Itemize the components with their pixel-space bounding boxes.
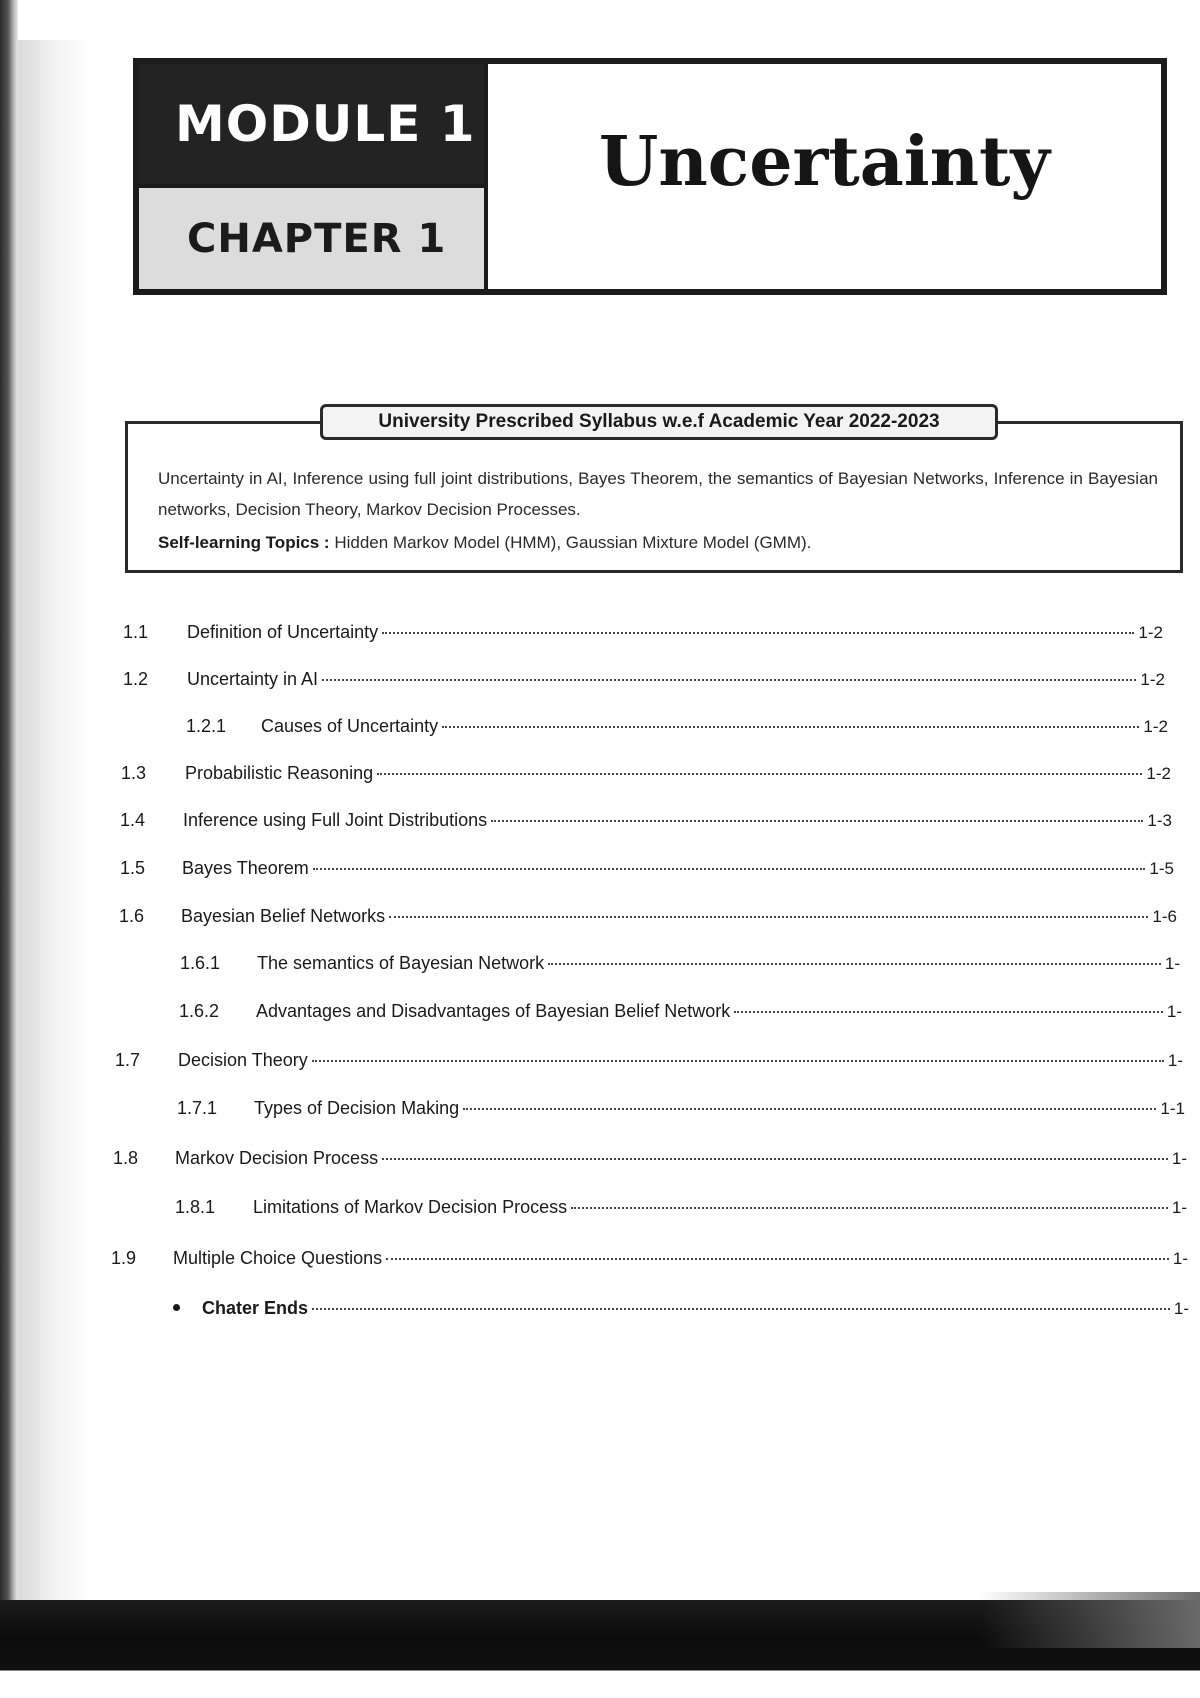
toc-entry[interactable] bbox=[186, 716, 1168, 744]
toc-leader-dots bbox=[734, 1011, 1163, 1013]
toc-title: Uncertainty in AI bbox=[187, 669, 319, 689]
toc-number: 1.9 bbox=[111, 1248, 137, 1268]
toc-page: 1-2 bbox=[1140, 670, 1165, 689]
toc-title: Bayesian Belief Networks bbox=[181, 906, 386, 926]
toc-leader-dots bbox=[571, 1207, 1168, 1209]
toc-number: 1.2.1 bbox=[186, 716, 227, 736]
toc-entry[interactable] bbox=[123, 669, 1165, 697]
toc-page: 1- bbox=[1172, 1249, 1188, 1268]
toc-number: 1.6.1 bbox=[180, 953, 221, 973]
bullet-icon bbox=[173, 1304, 180, 1311]
toc-entry[interactable] bbox=[119, 906, 1177, 934]
toc-number: 1.8 bbox=[113, 1148, 139, 1168]
toc-page: 1- bbox=[1166, 1002, 1182, 1021]
toc-page: 1- bbox=[1167, 1051, 1183, 1070]
toc-entry[interactable] bbox=[179, 1001, 1182, 1029]
toc-leader-dots bbox=[377, 773, 1142, 775]
toc-leader-dots bbox=[463, 1108, 1156, 1110]
syllabus-heading: University Prescribed Syllabus w.e.f Academic Year 2022-2023 bbox=[320, 404, 998, 440]
toc-number: 1.7 bbox=[115, 1050, 141, 1070]
toc-entry[interactable] bbox=[180, 953, 1180, 981]
toc-title: Types of Decision Making bbox=[254, 1098, 460, 1118]
toc-entry[interactable] bbox=[120, 858, 1174, 886]
scan-corner-shadow bbox=[980, 1592, 1200, 1648]
toc-page: 1-2 bbox=[1138, 623, 1163, 642]
toc-entry[interactable] bbox=[115, 1050, 1183, 1078]
toc-leader-dots bbox=[312, 1060, 1164, 1062]
toc-entry[interactable] bbox=[111, 1248, 1188, 1276]
toc-entry[interactable] bbox=[113, 1148, 1187, 1176]
toc-page: 1-3 bbox=[1147, 811, 1172, 830]
toc-leader-dots bbox=[442, 726, 1139, 728]
toc-number: 1.3 bbox=[121, 763, 147, 783]
toc-number: 1.6 bbox=[119, 906, 145, 926]
toc-leader-dots bbox=[312, 1308, 1170, 1310]
toc-number: 1.6.2 bbox=[179, 1001, 220, 1021]
toc-page: 1-5 bbox=[1149, 859, 1174, 878]
toc-page: 1-6 bbox=[1152, 907, 1177, 926]
toc-leader-dots bbox=[548, 963, 1161, 965]
toc-title: Inference using Full Joint Distributions bbox=[183, 810, 488, 830]
toc-title: Definition of Uncertainty bbox=[187, 622, 379, 642]
toc-title: The semantics of Bayesian Network bbox=[257, 953, 545, 973]
toc-page: 1- bbox=[1171, 1149, 1187, 1168]
toc-entry[interactable] bbox=[175, 1197, 1187, 1225]
toc-number: 1.4 bbox=[120, 810, 146, 830]
page-gutter-shadow bbox=[18, 40, 88, 1600]
chapter-header-box bbox=[133, 58, 1167, 295]
toc-title: Multiple Choice Questions bbox=[173, 1248, 383, 1268]
chapter-label: CHAPTER 1 bbox=[139, 184, 484, 289]
toc-page: 1-1 bbox=[1160, 1099, 1185, 1118]
toc-title: Chater Ends bbox=[202, 1298, 309, 1318]
toc-entry[interactable] bbox=[177, 1098, 1185, 1126]
toc-entry[interactable] bbox=[121, 763, 1171, 791]
toc-entry[interactable] bbox=[123, 622, 1163, 650]
self-learning-text: Hidden Markov Model (HMM), Gaussian Mixture Model (GMM). bbox=[334, 533, 812, 552]
toc-title: Causes of Uncertainty bbox=[261, 716, 439, 736]
toc-entry[interactable] bbox=[173, 1298, 1189, 1326]
toc-page: 1- bbox=[1171, 1198, 1187, 1217]
toc-number: 1.2 bbox=[123, 669, 149, 689]
toc-page: 1-2 bbox=[1146, 764, 1171, 783]
module-label: MODULE 1 bbox=[139, 64, 484, 184]
toc-page: 1-2 bbox=[1143, 717, 1168, 736]
toc-page: 1- bbox=[1164, 954, 1180, 973]
toc-page: 1- bbox=[1173, 1299, 1189, 1318]
self-learning-topics bbox=[158, 533, 1158, 553]
toc-title: Probabilistic Reasoning bbox=[185, 763, 374, 783]
toc-title: Limitations of Markov Decision Process bbox=[253, 1197, 568, 1217]
toc-leader-dots bbox=[491, 820, 1143, 822]
toc-title: Decision Theory bbox=[178, 1050, 308, 1070]
page-binding-edge bbox=[0, 0, 18, 1698]
toc-leader-dots bbox=[386, 1258, 1169, 1260]
toc-number: 1.7.1 bbox=[177, 1098, 218, 1118]
toc-leader-dots bbox=[313, 868, 1146, 870]
toc-leader-dots bbox=[382, 632, 1134, 634]
syllabus-body: Uncertainty in AI, Inference using full joint distributions, Bayes Theorem, the semantics of Bayesian Networks, Inference in Bayesian networks, Decision Theory, Markov Decision Processes. bbox=[158, 469, 1158, 519]
toc-leader-dots bbox=[389, 916, 1148, 918]
toc-title: Advantages and Disadvantages of Bayesian Belief Network bbox=[256, 1001, 731, 1021]
toc-number: 1.1 bbox=[123, 622, 149, 642]
toc-leader-dots bbox=[322, 679, 1136, 681]
self-learning-label: Self-learning Topics : bbox=[158, 533, 330, 552]
toc-number: 1.5 bbox=[120, 858, 146, 878]
toc-title: Bayes Theorem bbox=[182, 858, 309, 878]
toc-leader-dots bbox=[382, 1158, 1168, 1160]
toc-title: Markov Decision Process bbox=[175, 1148, 379, 1168]
toc-number: 1.8.1 bbox=[175, 1197, 216, 1217]
toc-entry[interactable] bbox=[120, 810, 1172, 838]
chapter-title: Uncertainty bbox=[599, 121, 1050, 202]
